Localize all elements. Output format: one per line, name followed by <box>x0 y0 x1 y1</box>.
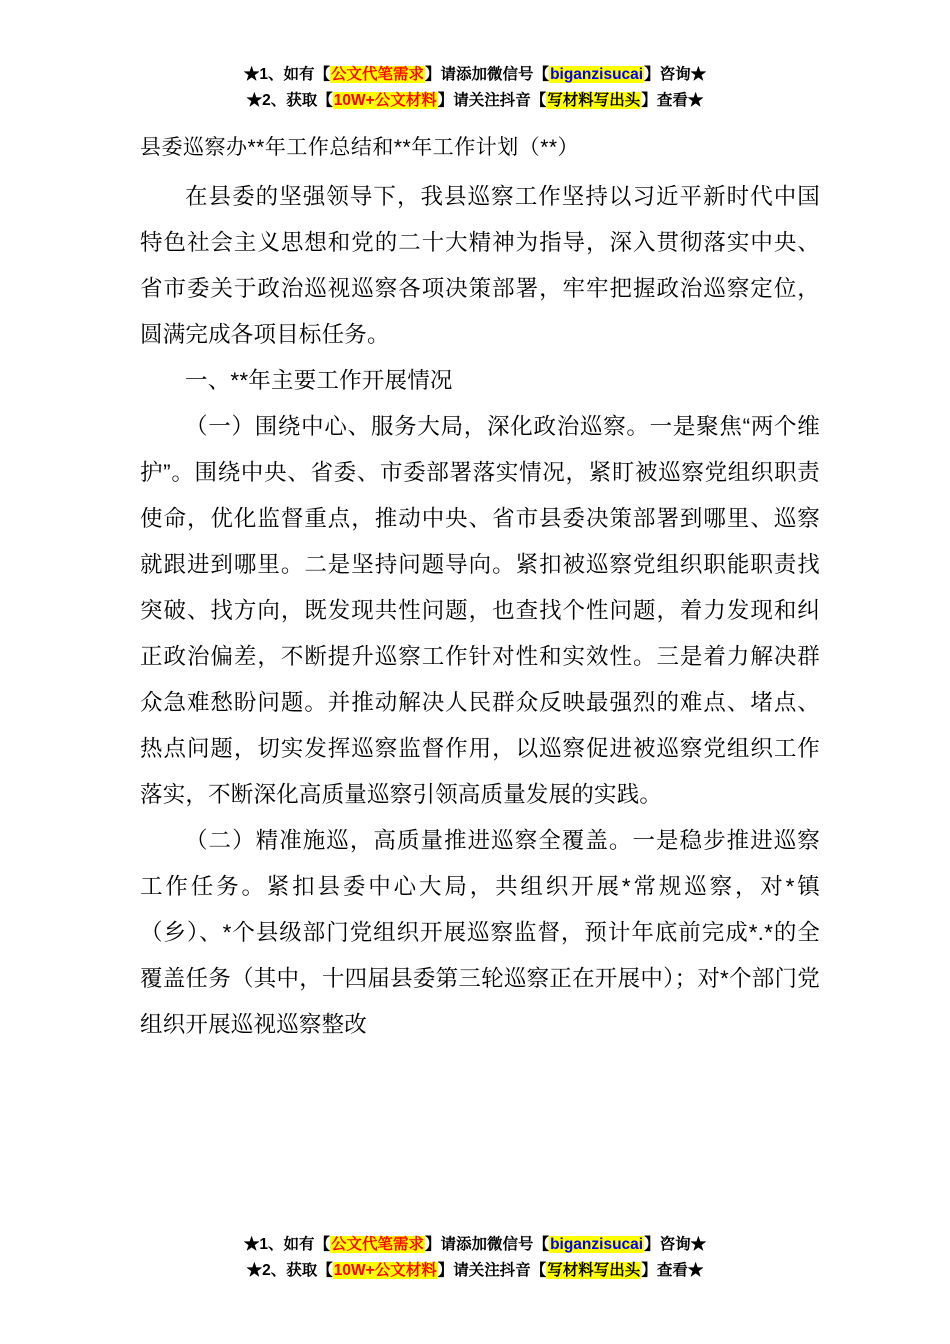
promo-top-line-2-prefix: 2、获取 <box>262 92 318 109</box>
star-right-icon: ★ <box>690 66 707 83</box>
promo-top-line-2-bracket-open-2: 【 <box>530 92 547 109</box>
promo-top-line-1-highlight-1: 公文代笔需求 <box>331 66 425 83</box>
paragraph-4: （二）精准施巡，高质量推进巡察全覆盖。一是稳步推进巡察工作任务。紧扣县委中心大局，共组织开展*常规巡察，对*镇（乡）、*个县级部门党组织开展巡察监督，预计年底前完成*.*的全覆盖任务（其中，十四届县委第三轮巡察正在开展中）；对*个部门党组织开展巡视巡察整改 <box>140 828 820 1037</box>
page-title: 县委巡察办**年工作总结和**年工作计划（**） <box>140 136 580 159</box>
promo-top-line-1-bracket-close-1: 】 <box>425 66 441 83</box>
promo-bottom-line-2-highlight-2: 写材料写出头 <box>547 1262 641 1279</box>
promo-bottom-line-2-bracket-close-2: 】 <box>641 1262 657 1279</box>
promo-top-line-1-bracket-open-2: 【 <box>533 66 550 83</box>
promo-bottom-line-2-suffix: 查看 <box>656 1262 688 1279</box>
paragraph-1: 在县委的坚强领导下，我县巡察工作坚持以习近平新时代中国特色社会主义思想和党的二十大精神为指导，深入贯彻落实中央、省市委关于政治巡视巡察各项决策部署，牢牢把握政治巡察定位，圆满完成各项目标任务。 <box>140 184 820 347</box>
promo-bottom-line-2-highlight-1: 10W+公文材料 <box>333 1262 437 1279</box>
promo-bottom-line-1-prefix: 1、如有 <box>259 1236 315 1253</box>
promo-top-line-2-bracket-open-1: 【 <box>317 92 333 109</box>
promo-bottom-line-1-highlight-2: biganzisucai <box>550 1236 644 1253</box>
promo-top-line-2 <box>0 88 950 114</box>
promo-bottom-line-2-bracket-open-2: 【 <box>530 1262 547 1279</box>
promo-top-line-1-bracket-open-1: 【 <box>314 66 330 83</box>
promo-bottom-line-1-bracket-open-1: 【 <box>314 1236 330 1253</box>
promo-top-line-1-highlight-2: biganzisucai <box>550 66 644 83</box>
document-body <box>140 128 820 1048</box>
promo-top-line-2-highlight-2: 写材料写出头 <box>547 92 641 109</box>
promo-bottom-line-1-bracket-open-2: 【 <box>533 1236 550 1253</box>
promo-top-line-1-mid: 请添加微信号 <box>440 66 534 83</box>
star-right-icon-2: ★ <box>687 92 704 109</box>
star-right-icon-4: ★ <box>687 1262 704 1279</box>
promo-top-line-2-highlight-1: 10W+公文材料 <box>333 92 437 109</box>
promo-banner-top <box>0 62 950 114</box>
promo-top-line-1-prefix: 1、如有 <box>259 66 315 83</box>
paragraph-2: 一、**年主要工作开展情况 <box>185 368 453 393</box>
promo-top-line-2-suffix: 查看 <box>656 92 688 109</box>
star-left-icon: ★ <box>243 66 260 83</box>
promo-bottom-line-2-bracket-open-1: 【 <box>317 1262 333 1279</box>
promo-bottom-line-1 <box>0 1232 950 1258</box>
promo-bottom-line-1-bracket-close-1: 】 <box>425 1236 441 1253</box>
promo-bottom-line-1-mid: 请添加微信号 <box>440 1236 534 1253</box>
promo-bottom-line-2-mid: 请关注抖音 <box>453 1262 531 1279</box>
promo-bottom-line-2-bracket-close-1: 】 <box>437 1262 454 1279</box>
paragraph-3: （一）围绕中心、服务大局，深化政治巡察。一是聚焦“两个维护”。围绕中央、省委、市委部署落实情况，紧盯被巡察党组织职责使命，优化监督重点，推动中央、省市县委决策部署到哪里、巡察就跟进到哪里。二是坚持问题导向。紧扣被巡察党组织职能职责找突破、找方向，既发现共性问题，也查找个性问题，着力发现和纠正政治偏差，不断提升巡察工作针对性和实效性。三是着力解决群众急难愁盼问题。并推动解决人民群众反映最强烈的难点、堵点、热点问题，切实发挥巡察监督作用，以巡察促进被巡察党组织工作落实，不断深化高质量巡察引领高质量发展的实践。 <box>140 414 820 807</box>
promo-bottom-line-2 <box>0 1258 950 1284</box>
promo-bottom-line-1-highlight-1: 公文代笔需求 <box>331 1236 425 1253</box>
promo-top-line-2-bracket-close-2: 】 <box>641 92 657 109</box>
promo-top-line-1-suffix: 咨询 <box>659 66 691 83</box>
promo-bottom-line-2-prefix: 2、获取 <box>262 1262 318 1279</box>
promo-top-line-2-bracket-close-1: 】 <box>437 92 454 109</box>
promo-top-line-1-bracket-close-2: 】 <box>644 66 660 83</box>
star-left-icon-2: ★ <box>246 92 263 109</box>
star-left-icon-3: ★ <box>243 1236 260 1253</box>
star-right-icon-3: ★ <box>690 1236 707 1253</box>
promo-banner-bottom <box>0 1232 950 1284</box>
promo-top-line-2-mid: 请关注抖音 <box>453 92 531 109</box>
promo-top-line-1 <box>0 62 950 88</box>
star-left-icon-4: ★ <box>246 1262 263 1279</box>
promo-bottom-line-1-suffix: 咨询 <box>659 1236 691 1253</box>
promo-bottom-line-1-bracket-close-2: 】 <box>644 1236 660 1253</box>
